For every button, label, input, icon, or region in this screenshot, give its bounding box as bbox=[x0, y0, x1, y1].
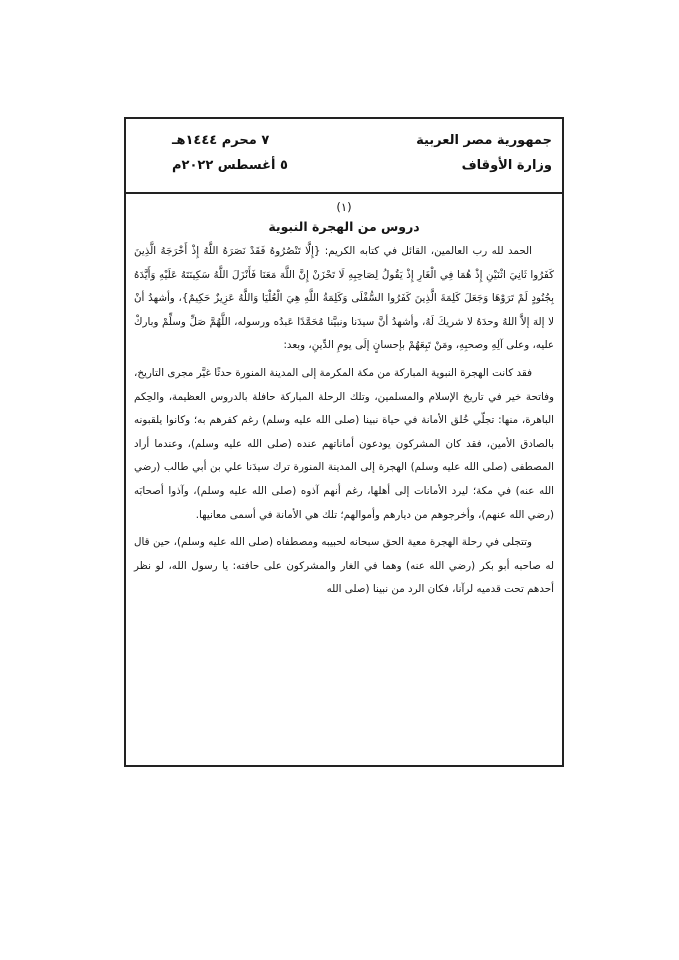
hijri-date: ٧ محرم ١٤٤٤هـ bbox=[172, 133, 270, 148]
country-name: جمهورية مصر العربية bbox=[416, 133, 552, 148]
gregorian-date: ٥ أغسطس ٢٠٢٢م bbox=[172, 158, 288, 173]
ministry-name: وزارة الأوقاف bbox=[461, 158, 552, 173]
document-frame bbox=[124, 117, 564, 767]
paragraph-maiyyah: وتتجلى في رحلة الهجرة معية الحق سبحانه لحبيبه ومصطفاه (صلى الله عليه وسلم)، حين قال له صاحبه أبو بكر (رضي الله عنه) وهما في الغار والمشركون على حافته: يا رسول الله، لو نظر أحدهم تحت قدميه لرآنا، فكان الرد من نبينا (صلى الله bbox=[134, 536, 554, 596]
sermon-title: دروس من الهجرة النبوية bbox=[268, 219, 420, 234]
sermon-body bbox=[134, 195, 554, 606]
paragraph-opening: الحمد لله رب العالمين، القائل في كتابه الكريم: {إِلَّا تَنْصُرُوهُ فَقَدْ نَصَرَهُ اللَّهُ إِذْ أَخْرَجَهُ الَّذِينَ كَفَرُوا ثَانِيَ اثْنَيْنِ إِذْ هُمَا فِي الْغَارِ إِذْ يَقُولُ لِصَاحِبِهِ لَا تَحْزَنْ إِنَّ اللَّهَ مَعَنَا فَأَنْزَلَ اللَّهُ سَكِينَتَهُ عَلَيْهِ وَأَيَّدَهُ بِجُنُودٍ لَمْ تَرَوْهَا وَجَعَلَ كَلِمَةَ الَّذِينَ كَفَرُوا السُّفْلَى وَكَلِمَةُ اللَّهِ هِيَ الْعُلْيَا وَاللَّهُ عَزِيزٌ حَكِيمٌ}، وأشهدُ أنْ لا إلهَ إلاَّ اللهُ وحدَهُ لا شريكَ لَهُ، وأشهدُ أنَّ سيدَنا ونبيَّنا مُحَمَّدًا عَبدُه ورسوله، اللَّهُمَّ صَلِّ وسلِّمْ وباركْ عليه، وعلى آلِهِ وصحبِهِ، ومَنْ تَبِعَهُمْ بإحسانٍ إلَى يومِ الدِّينِ، وبعد: bbox=[134, 245, 554, 352]
paragraph-amanah: فقد كانت الهجرة النبوية المباركة من مكة المكرمة إلى المدينة المنورة حدثًا غيَّر مجرى التاريخ، وفاتحة خير في تاريخ الإسلام والمسلمين، وتلك الرحلة المباركة حافلة بالدروس العظيمة، والحِكم الباهرة، منها: تجلّي خُلق الأمانة في حياة نبينا (صلى الله عليه وسلم) رغم كفرهم به؛ وكانوا يلقبونه بالصادق الأمين، فقد كان المشركون يودعون أماناتهم عنده (صلى الله عليه وسلم)، وعندما أراد المصطفى (صلى الله عليه وسلم) الهجرة إلى المدينة المنورة ترك سيدَنا علي بن أبي طالب (رضي الله عنه) في مكة؛ ليرد الأمانات إلى أهلها، رغم أنهم آذوه (صلى الله عليه وسلم)، وآذوا أصحابَه (رضي الله عنهم)، وأخرجوهم من ديارهم وأموالهم؛ تلك هي الأمانة في أسمى معانيها. bbox=[134, 366, 554, 521]
sermon-number: (١) bbox=[336, 200, 352, 214]
document-header bbox=[126, 119, 562, 194]
